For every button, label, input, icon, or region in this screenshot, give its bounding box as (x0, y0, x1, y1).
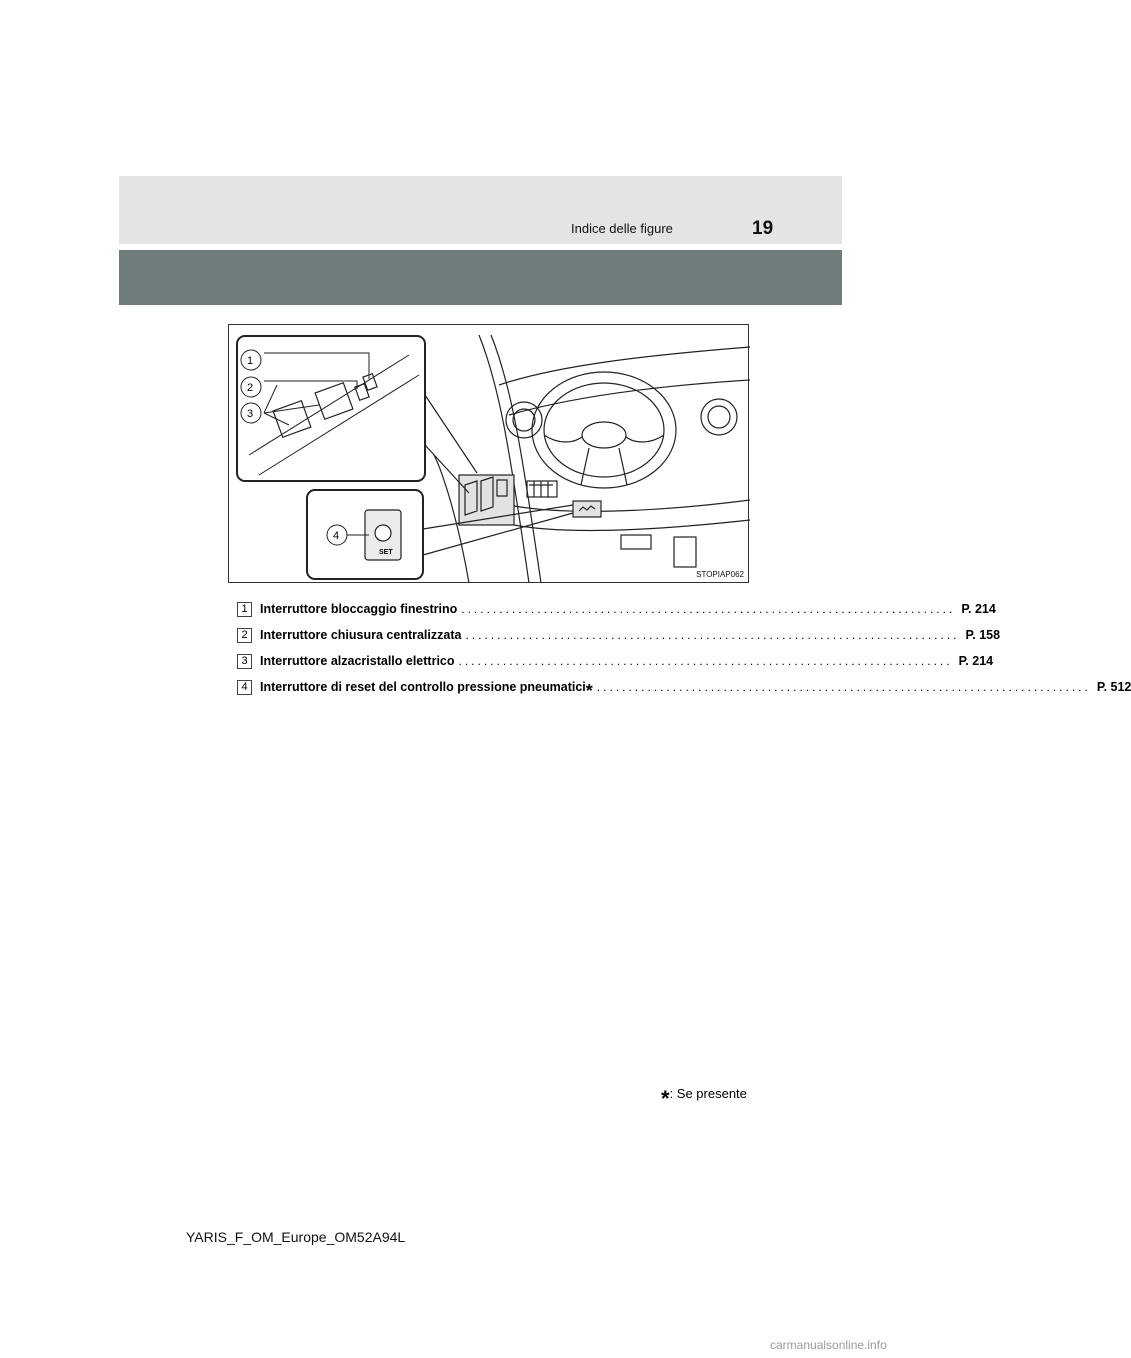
legend-item (237, 674, 1131, 701)
left-vent (506, 402, 542, 438)
legend-label: Interruttore alzacristallo elettrico (260, 654, 455, 668)
legend-list (237, 596, 1131, 701)
leader-dots: .............................................................................. (461, 602, 956, 616)
callout-3-text: 3 (247, 408, 254, 420)
legend-item (237, 596, 996, 622)
callout-1-text: 1 (247, 355, 254, 367)
legend-number: 3 (237, 654, 252, 669)
page-reference[interactable]: P. 214 (958, 654, 994, 668)
header-bar (119, 176, 842, 244)
legend-item (237, 648, 994, 674)
legend-number: 4 (237, 680, 252, 695)
page-reference[interactable]: P. 158 (965, 628, 1001, 642)
watermark: carmanualsonline.info (770, 1338, 887, 1352)
right-vent (701, 399, 737, 435)
legend-item (237, 622, 1001, 648)
callout-2-text: 2 (247, 382, 254, 394)
window-switch-inset (237, 336, 425, 481)
footnote-text: : Se presente (669, 1086, 747, 1101)
page-reference[interactable]: P. 512 (1096, 680, 1131, 694)
page-reference[interactable]: P. 214 (961, 602, 996, 616)
figure-code: STOPIAP062 (696, 570, 744, 579)
legend-number: 2 (237, 628, 252, 643)
legend-label (260, 680, 593, 701)
legend-label: Interruttore bloccaggio finestrino (260, 602, 458, 616)
dashboard-drawing (229, 325, 750, 584)
section-title: Indice delle figure (571, 221, 673, 236)
set-label: SET (379, 549, 393, 556)
section-band (119, 250, 842, 305)
asterisk-marker: * (585, 681, 593, 701)
document-id: YARIS_F_OM_Europe_OM52A94L (186, 1229, 406, 1245)
leader-dots: .............................................................................. (596, 680, 1091, 694)
callout-4-text: 4 (333, 530, 340, 542)
footnote-asterisk: * (661, 1086, 670, 1111)
steering-wheel (532, 372, 676, 488)
page-number: 19 (752, 218, 774, 239)
legend-number: 1 (237, 602, 252, 617)
switch-panel (527, 481, 557, 497)
legend-label-text: Interruttore di reset del controllo pressione pneumatici (260, 680, 586, 694)
leader-dots: .............................................................................. (458, 654, 953, 668)
legend-label: Interruttore chiusura centralizzata (260, 628, 462, 642)
dashboard-illustration (228, 324, 749, 583)
leader-dots: .............................................................................. (465, 628, 960, 642)
footnote (661, 1086, 747, 1112)
